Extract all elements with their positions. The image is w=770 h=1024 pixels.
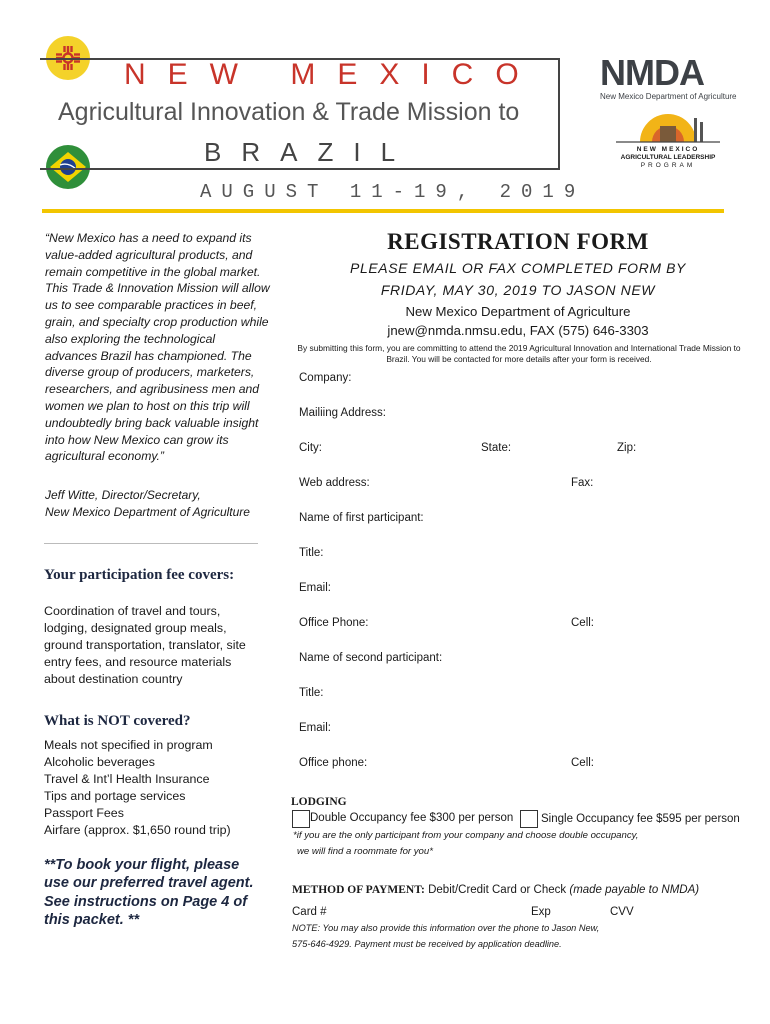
submission-instructions xyxy=(290,258,746,301)
list-item: Airfare (approx. $1,650 round trip) xyxy=(44,823,231,837)
payment-methods: Debit/Credit Card or Check xyxy=(428,884,567,896)
director-quote: “New Mexico has a need to expand its value-added agricultural products, and remain competitive in the global market. This Trade & Innovation Mission will allow us to see comparable practices in beef, grain, and specialty crop production while also exploring the technological advances Brazil has championed. The diverse group of producers, marketers, researchers, and agribusiness men and women we plan to host on this trip will undoubtedly bring back valuable insight into how New Mexico can grow its agricultural economy.” xyxy=(45,231,270,464)
office-phone-field-2[interactable]: Office phone: xyxy=(299,757,368,769)
double-occupancy-checkbox[interactable] xyxy=(292,810,310,828)
list-item: Travel & Int’l Health Insurance xyxy=(44,772,210,786)
commitment-statement: By submitting this form, you are committing to attend the 2019 Agricultural Innovation and International Trade Mission to Brazil. You will be contacted for more details after your form is received. xyxy=(297,343,741,365)
title-subtitle: Agricultural Innovation & Trade Mission to xyxy=(58,98,520,126)
second-participant-field[interactable]: Name of second participant: xyxy=(299,652,443,664)
title-field-1[interactable]: Title: xyxy=(299,547,324,559)
alp-logo-line-2: AGRICULTURAL LEADERSHIP xyxy=(620,154,716,161)
cell-field-1[interactable]: Cell: xyxy=(571,617,595,629)
not-covered-heading: What is NOT covered? xyxy=(44,713,191,729)
payment-note-1: NOTE: You may also provide this information over the phone to Jason New, xyxy=(292,923,600,933)
card-exp-field[interactable]: Exp xyxy=(531,906,551,918)
title-brazil: BRAZIL xyxy=(204,137,416,167)
email-field-2[interactable]: Email: xyxy=(299,722,331,734)
lodging-note-2: we will find a roommate for you* xyxy=(297,846,433,857)
single-occupancy-label: Single Occupancy fee $595 per person xyxy=(541,813,740,825)
payment-note-2: 575-646-4929. Payment must be received by application deadline. xyxy=(292,939,562,949)
booking-note: **To book your flight, please use our preferred travel agent. See instructions on Page 4 of this packet. ** xyxy=(44,857,254,929)
contact-email-fax[interactable]: jnew@nmda.nmsu.edu, FAX (575) 646-3303 xyxy=(387,323,649,338)
cell-field-2[interactable]: Cell: xyxy=(571,757,595,769)
card-number-field[interactable]: Card # xyxy=(292,906,327,918)
agricultural-leadership-logo xyxy=(616,108,720,170)
payment-line xyxy=(292,884,699,896)
list-item: Tips and portage services xyxy=(44,789,186,803)
gold-divider xyxy=(42,209,724,213)
list-item: Passport Fees xyxy=(44,806,124,820)
fee-covers-body: Coordination of travel and tours, lodging, designated group meals, ground transportation, translator, site entry fees, and resource materials about destination country xyxy=(44,604,246,686)
company-field[interactable]: Company: xyxy=(299,372,352,384)
state-field[interactable]: State: xyxy=(481,442,512,454)
instruction-line-2: FRIDAY, MAY 30, 2019 TO JASON NEW xyxy=(380,281,656,298)
mailing-address-field[interactable]: Mailiing Address: xyxy=(299,407,386,419)
title-new-mexico: NEW MEXICO xyxy=(124,58,541,91)
event-dates: AUGUST 11-19, 2019 xyxy=(200,181,586,203)
fax-field[interactable]: Fax: xyxy=(571,477,594,489)
payable-to: (made payable to NMDA) xyxy=(569,884,700,896)
lodging-heading: LODGING xyxy=(291,796,347,808)
instruction-line-1: PLEASE EMAIL OR FAX COMPLETED FORM BY xyxy=(350,260,686,276)
zip-field[interactable]: Zip: xyxy=(617,442,637,454)
registration-form-title: REGISTRATION FORM xyxy=(387,229,649,254)
email-field-1[interactable]: Email: xyxy=(299,582,331,594)
fee-covers-heading: Your participation fee covers: xyxy=(44,567,235,583)
list-item: Alcoholic beverages xyxy=(44,755,155,769)
payment-heading: METHOD OF PAYMENT: xyxy=(292,884,425,896)
single-occupancy-checkbox[interactable] xyxy=(520,810,538,828)
department-name: New Mexico Department of Agriculture xyxy=(405,304,631,319)
not-covered-list xyxy=(44,737,231,839)
attribution-name: Jeff Witte, Director/Secretary, xyxy=(45,488,201,502)
city-field[interactable]: City: xyxy=(299,442,322,454)
web-address-field[interactable]: Web address: xyxy=(299,477,370,489)
card-cvv-field[interactable]: CVV xyxy=(610,906,634,918)
first-participant-field[interactable]: Name of first participant: xyxy=(299,512,424,524)
list-item: Meals not specified in program xyxy=(44,738,213,752)
nmda-logo-text: NMDA xyxy=(600,52,704,93)
nmda-logo xyxy=(600,52,737,101)
quote-attribution xyxy=(45,487,270,521)
title-field-2[interactable]: Title: xyxy=(299,687,324,699)
contact-block xyxy=(290,302,746,340)
left-divider xyxy=(44,543,258,544)
double-occupancy-label: Double Occupancy fee $300 per person xyxy=(310,812,514,824)
office-phone-field-1[interactable]: Office Phone: xyxy=(299,617,369,629)
alp-logo-line-1: NEW MEXICO xyxy=(636,146,700,153)
nmda-logo-subtitle: New Mexico Department of Agriculture xyxy=(600,92,737,101)
alp-logo-line-3: PROGRAM xyxy=(640,162,696,169)
lodging-note-1: *if you are the only participant from your company and choose double occupancy, xyxy=(293,830,639,841)
attribution-org: New Mexico Department of Agriculture xyxy=(45,505,250,519)
